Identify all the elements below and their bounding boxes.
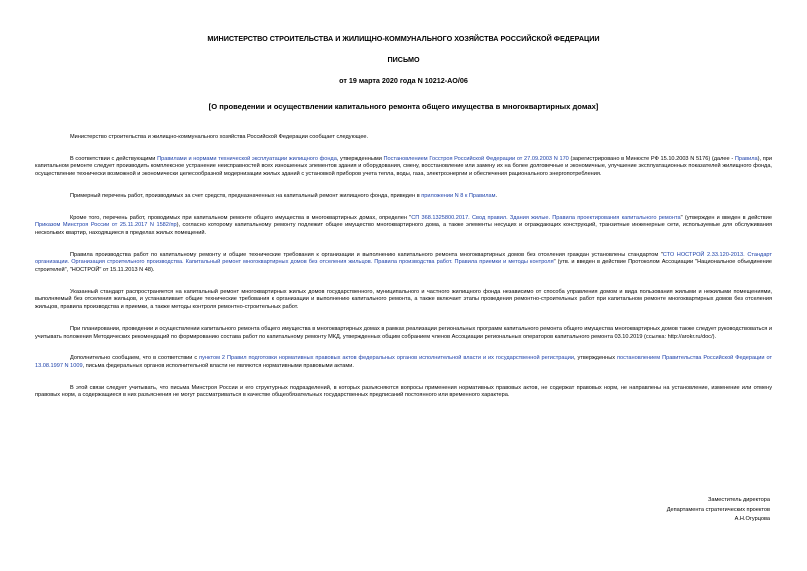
paragraph-text: Дополнительно сообщаем, что в соответствии с [70, 355, 200, 362]
link-sto-nostroy[interactable]: СТО НОСТРОЙ 2.33.120-2013. Стандарт организации. Организация строительного производства. Капитальный ремонт многоквартирных домов без отселения жильцов. Правила производства работ. Правила приемки и методы контроля [35, 251, 772, 266]
signatory-department: Департамента стратегических проектов [666, 506, 770, 513]
paragraph-text: В этой связи следует учитывать, что письма Минстроя России и его структурных подразделений, в которых разъясняются вопросы применения нормативных правовых актов, не содержат правовых норм, не направлены на установление, изменение или отмену правовых норм, а содержащиеся в них разъяснения не могут рассматриваться в качестве общеобязательных государственных предписаний постоянного или временного характера. [35, 384, 772, 399]
paragraph-text: , утвержденными [336, 155, 384, 162]
paragraph [35, 355, 772, 370]
link-government-resolution-1009[interactable]: постановлением Правительства Российской Федерации от 13.08.1997 N 1009 [35, 355, 773, 369]
paragraph-text: " (утвержден и введен в действие [680, 214, 772, 221]
paragraph [35, 215, 772, 238]
ministry-name: МИНИСТЕРСТВО СТРОИТЕЛЬСТВА И ЖИЛИЩНО-КОММУНАЛЬНОГО ХОЗЯЙСТВА РОССИЙСКОЙ ФЕДЕРАЦИИ [207, 34, 600, 43]
link-rules-technical-operation[interactable]: Правилами и нормами технической эксплуатации жилищного фонда [157, 155, 337, 162]
signature-block [667, 496, 770, 525]
document-body [35, 134, 772, 400]
link-minstroy-order-1582[interactable]: Приказом Минстроя России от 25.11.2017 N 1582/пр [35, 222, 177, 229]
paragraph-text: Правила производства работ по капитальному ремонту и общие технические требования к организации и выполнению капитального ремонта многоквартирных домов без отселения граждан установлены стандартом " [70, 251, 663, 258]
document-title: [О проведении и осуществлении капитального ремонта общего имущества в многоквартирных домах] [208, 102, 599, 111]
document-type: ПИСЬМО [387, 55, 420, 64]
paragraph-text: В соответствии с действующими [70, 155, 158, 162]
document-date-number: от 19 марта 2020 года N 10212-АО/06 [339, 76, 468, 85]
paragraph-text: Кроме того, перечень работ, проводимых при капитальном ремонте общего имущества в многоквартирных домах, определен " [70, 214, 412, 221]
signatory-name: А.Н.Огурцова [734, 516, 770, 523]
paragraph-text: Министерство строительства и жилищно-коммунального хозяйства Российской Федерации сообщает следующее. [70, 134, 369, 140]
paragraph [35, 385, 772, 400]
paragraph-text: (зарегистрировано в Минюсте РФ 15.10.2003 N 5176) (далее - [568, 155, 735, 162]
paragraph [35, 193, 772, 201]
link-rules[interactable]: Правила [734, 155, 758, 162]
link-rules-item-2[interactable]: пунктом 2 Правил подготовки нормативных правовых актов федеральных органов исполнительной власти и их государственной регистрации [199, 355, 574, 362]
paragraph [35, 326, 772, 341]
paragraph-text: При планировании, проведении и осуществлении капитального ремонта общего имущества в многоквартирных домах в рамках реализации региональных программ капитального ремонта общего имущества многоквартирных домов также следует руководствоваться и учитывать положения Методических рекомендаций по формированию состава работ по капитальному ремонту МКД, утвержденных общим собранием членов Ассоциации региональных операторов капитального ремонта 03.10.2019 (ссылка: http://arokr.ru/doc/). [35, 325, 772, 340]
paragraph [35, 252, 772, 275]
paragraph-text: " (утв. и введен в действие Протоколом Ассоциации "Национальное объединение строителей", "НОСТРОЙ" от 15.11.2013 N 48). [35, 259, 772, 274]
link-gosstroy-resolution-170[interactable]: Постановлением Госстроя Российской Федерации от 27.09.2003 N 170 [383, 155, 569, 162]
paragraph-text: , утвержденных [573, 355, 617, 362]
paragraph-text: ), согласно которому капитальному ремонту подлежит общее имущество многоквартирного дома, а также элементы несущих и ограждающих конструкций, транзитные инженерные сети, используемые для обслуживания нескольких квартир, находящиеся в пределах жилых помещений. [35, 222, 773, 236]
paragraph-text: Примерный перечень работ, производимых за счет средств, предназначенных на капитальный ремонт жилищного фонда, приведен в [70, 192, 422, 199]
paragraph [35, 156, 772, 179]
paragraph-text: Указанный стандарт распространяется на капитальный ремонт многоквартирных жилых домов государственного, муниципального и частного жилищного фонда независимо от способа управления домом и вида пользования жилыми и нежилыми помещениями, выполняемый без отселения жильцов, и устанавливает общие технические требования к организации и выполнению капитального ремонта, а также включает этапы проведения ремонтно-строительных работ при капитальном ремонте многоквартирных домов без отселения жильцов, правила производства и приемки, а также методы контроля ремонтно-строительных работ. [35, 288, 772, 311]
paragraph [35, 134, 772, 142]
link-appendix-8[interactable]: приложении N 8 к Правилам [421, 192, 496, 199]
paragraph-text: , письма федеральных органов исполнительной власти не являются нормативными правовыми актами. [82, 362, 354, 369]
paragraph [35, 289, 772, 312]
paragraph-text: . [495, 192, 498, 199]
link-sp-368[interactable]: СП 368.1325800.2017. Свод правил. Здания жилые. Правила проектирования капитального ремонта [411, 214, 681, 221]
paragraph-text: ), при капитальном ремонте следует производить комплексное устранение неисправностей всех изношенных элементов здания и оборудования, смену, восстановление или замену их на более долговечные и экономичные, улучшение эксплуатационных показателей жилищного фонда, осуществление технически возможной и экономически целесообразной модернизации жилых зданий с установкой приборов учета тепла, воды, газа, электроэнергии и обеспечения рационального энергопотребления. [35, 155, 772, 178]
document-header [35, 34, 772, 111]
signatory-position: Заместитель директора [707, 497, 770, 503]
